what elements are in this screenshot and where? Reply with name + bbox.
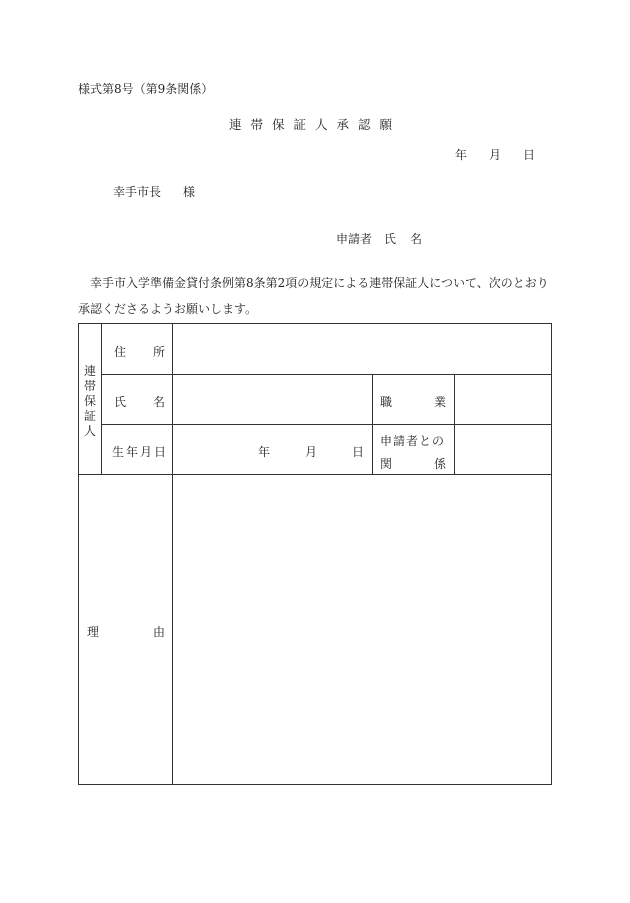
- birthdate-day: 日: [352, 445, 365, 459]
- birthdate-field[interactable]: [173, 425, 372, 474]
- occupation-label-char1: 職: [380, 395, 393, 409]
- date-day-label: 日: [523, 148, 536, 162]
- guarantor-form-table: [78, 323, 552, 785]
- name-field[interactable]: [173, 375, 372, 424]
- relation-label-char1: 関: [380, 457, 393, 471]
- applicant-name-label-2: 名: [410, 232, 423, 246]
- relation-label-char2: 係: [434, 457, 447, 471]
- birthdate-label: 生年月日: [112, 445, 169, 459]
- address-label-char1: 住: [114, 345, 127, 359]
- reason-label-char1: 理: [87, 625, 100, 639]
- document-title: 連帯保証人承認願: [228, 117, 401, 132]
- group-label-char: 証: [83, 409, 96, 423]
- guarantor-group-label: [79, 364, 101, 439]
- name-label-char1: 氏: [114, 395, 127, 409]
- birthdate-month: 月: [305, 445, 318, 459]
- relation-label-line1: 申請者との: [380, 434, 446, 448]
- addressee: [113, 183, 195, 200]
- body-text: 幸手市入学準備金貸付条例第8条第2項の規定による連帯保証人について、次のとおり承認くださるようお願いします。: [78, 276, 549, 316]
- address-label-char2: 所: [153, 345, 166, 359]
- date-month-label: 月: [489, 148, 502, 162]
- applicant-name-label-1: 氏: [384, 232, 397, 246]
- occupation-field[interactable]: [455, 375, 551, 424]
- occupation-label-char2: 業: [434, 395, 447, 409]
- reason-label-char2: 由: [153, 625, 166, 639]
- address-field[interactable]: [173, 324, 551, 374]
- group-label-char: 保: [83, 394, 96, 408]
- applicant-label: 申請者: [336, 232, 373, 246]
- applicant-line: [336, 230, 422, 247]
- date-line: [455, 146, 535, 163]
- birthdate-year: 年: [258, 445, 271, 459]
- reason-field[interactable]: [173, 475, 551, 784]
- group-label-char: 連: [83, 364, 96, 378]
- name-label-char2: 名: [153, 395, 166, 409]
- addressee-name: 幸手市長: [113, 185, 162, 199]
- date-year-label: 年: [455, 148, 468, 162]
- form-number: 様式第8号（第9条関係）: [78, 82, 214, 96]
- addressee-honorific: 様: [183, 185, 196, 199]
- group-label-char: 人: [83, 424, 96, 438]
- relation-field[interactable]: [455, 425, 551, 474]
- group-label-char: 帯: [83, 379, 96, 393]
